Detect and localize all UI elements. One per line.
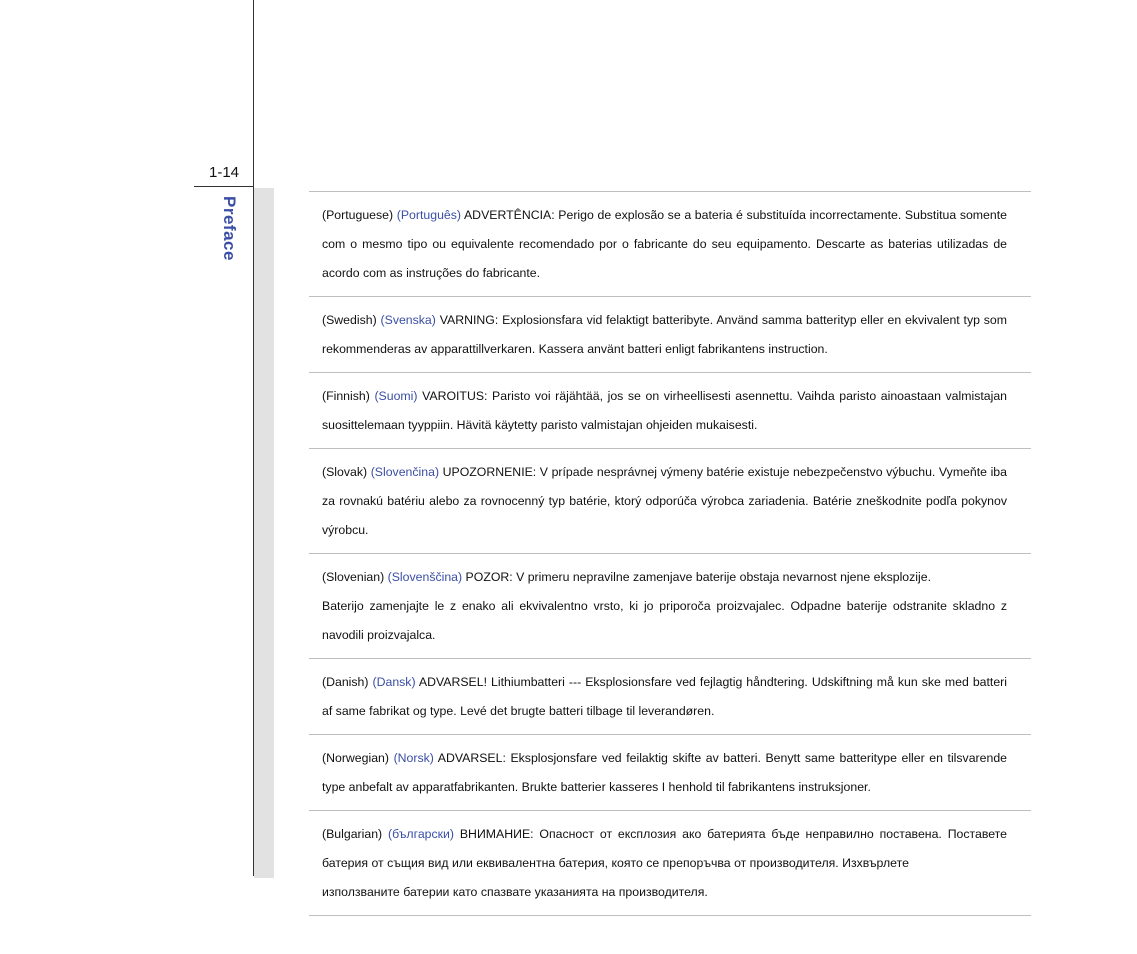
- warning-text: UPOZORNENIE: V prípade nesprávnej výmeny batérie existuje nebezpečenstvo výbuchu. Vymeňte iba za rovnakú batériu alebo za rovnocenný typ batérie, ktorý odporúča výrobca zariadenia. Batérie zneškodnite podľa pokynov výrobcu.: [322, 465, 1007, 537]
- native-language-name: (Dansk): [372, 675, 416, 689]
- warning-slovenian: [309, 554, 1031, 659]
- language-name: (Finnish): [322, 389, 370, 403]
- native-language-name: (Norsk): [393, 751, 434, 765]
- section-label: Preface: [220, 196, 239, 261]
- native-language-name: (Suomi): [374, 389, 418, 403]
- language-name: (Norwegian): [322, 751, 389, 765]
- battery-warnings-list: [309, 191, 1031, 916]
- warning-slovak: [309, 449, 1031, 554]
- page-number-rule: [194, 186, 254, 187]
- native-language-name: (Português): [396, 208, 461, 222]
- language-name: (Swedish): [322, 313, 377, 327]
- language-name: (Slovak): [322, 465, 368, 479]
- warning-text: ADVARSEL! Lithiumbatteri --- Eksplosionsfare ved fejlagtig håndtering. Udskiftning må kun ske med batteri af same fabrikat og type. Levé det brugte batteri tilbage til leverandøren.: [322, 675, 1007, 718]
- warning-bulgarian: [309, 811, 1031, 916]
- native-language-name: (Slovenščina): [387, 570, 463, 584]
- native-language-name: (Svenska): [380, 313, 436, 327]
- native-language-name: (Slovenčina): [370, 465, 440, 479]
- language-name: (Slovenian): [322, 570, 385, 584]
- warning-portuguese: [309, 192, 1031, 297]
- warning-text: ВНИМАНИЕ: Опасност от експлозия ако батерията бъде неправилно поставена. Поставете батерия от същия вид или еквивалентна батерия, която се препоръчва от производителя. Изхвърлете: [322, 827, 1008, 870]
- warning-finnish: [309, 373, 1031, 449]
- warning-swedish: [309, 297, 1031, 373]
- warning-text: ADVARSEL: Eksplosjonsfare ved feilaktig skifte av batteri. Benytt same batteritype eller en tilsvarende type anbefalt av apparatfabrikanten. Brukte batterier kasseres I henhold til fabrikantens instruksjoner.: [322, 751, 1007, 794]
- page-number: 1-14: [209, 164, 240, 181]
- side-shade-bar: [254, 188, 274, 878]
- warning-text: VARNING: Explosionsfara vid felaktigt batteribyte. Använd samma batterityp eller en ekvivalent typ som rekommenderas av apparattillverkaren. Kassera använt batteri enligt fabrikantens instruction.: [322, 313, 1007, 356]
- language-name: (Portuguese): [322, 208, 394, 222]
- warning-norwegian: [309, 735, 1031, 811]
- warning-text-continued: Baterijo zamenjajte le z enako ali ekvivalentno vrsto, ki jo priporoča proizvajalec. Odpadne baterije odstranite skladno z navodili proizvajalca.: [322, 599, 1007, 642]
- warning-text-continued: използваните батерии като спазвате указанията на производителя.: [322, 885, 708, 899]
- warning-text: VAROITUS: Paristo voi räjähtää, jos se on virheellisesti asennettu. Vaihda paristo ainoastaan valmistajan suosittelemaan tyyppiin. Hävitä käytetty paristo valmistajan ohjeiden mukaisesti.: [322, 389, 1008, 432]
- warning-danish: [309, 659, 1031, 735]
- language-name: (Danish): [322, 675, 369, 689]
- language-name: (Bulgarian): [322, 827, 383, 841]
- native-language-name: (български): [388, 827, 454, 841]
- warning-text: POZOR: V primeru nepravilne zamenjave baterije obstaja nevarnost njene eksplozije.: [465, 570, 932, 584]
- warning-text: ADVERTÊNCIA: Perigo de explosão se a bateria é substituída incorrectamente. Substitua somente com o mesmo tipo ou equivalente recomendado por o fabricante do seu equipamento. Descarte as baterias utilizadas de acordo com as instruções do fabricante.: [322, 208, 1007, 280]
